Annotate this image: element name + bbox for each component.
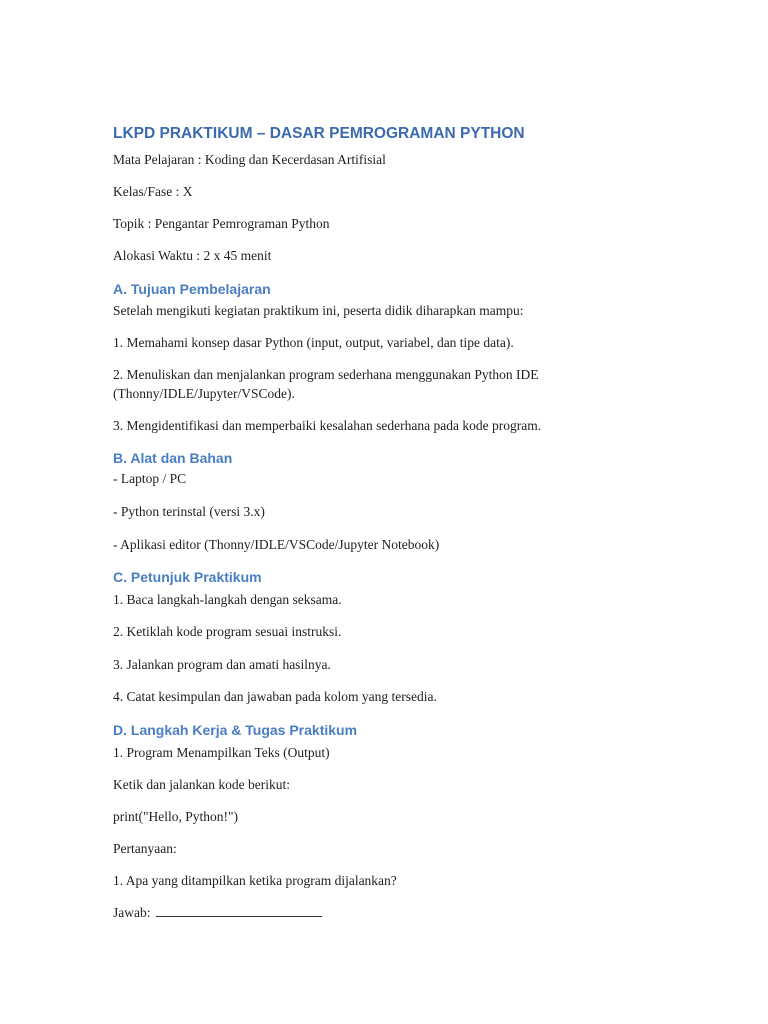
- section-c-item: 3. Jalankan program dan amati hasilnya.: [113, 657, 331, 672]
- section-a-intro: Setelah mengikuti kegiatan praktikum ini, peserta didik diharapkan mampu:: [113, 303, 524, 318]
- section-a-item: 1. Memahami konsep dasar Python (input, output, variabel, dan tipe data).: [113, 335, 514, 350]
- meta-topik: Topik : Pengantar Pemrograman Python: [113, 216, 330, 231]
- section-b-heading: B. Alat dan Bahan: [113, 450, 233, 466]
- task-title: 1. Program Menampilkan Teks (Output): [113, 745, 330, 760]
- section-c-item: 1. Baca langkah-langkah dengan seksama.: [113, 592, 342, 607]
- section-b-item: - Laptop / PC: [113, 471, 187, 486]
- section-c-item: 2. Ketiklah kode program sesuai instruksi.: [113, 624, 342, 639]
- section-a-item: (Thonny/IDLE/Jupyter/VSCode).: [113, 386, 295, 401]
- question-text: 1. Apa yang ditampilkan ketika program dijalankan?: [113, 873, 397, 888]
- answer-blank-line: [156, 903, 322, 917]
- section-c-heading: C. Petunjuk Praktikum: [113, 569, 262, 585]
- code-snippet: print("Hello, Python!"): [113, 809, 239, 824]
- section-b-item: - Aplikasi editor (Thonny/IDLE/VSCode/Jupyter Notebook): [113, 537, 440, 552]
- section-c-item: 4. Catat kesimpulan dan jawaban pada kolom yang tersedia.: [113, 689, 437, 704]
- meta-mapel: Mata Pelajaran : Koding dan Kecerdasan Artifisial: [113, 152, 386, 167]
- meta-kelas: Kelas/Fase : X: [113, 184, 193, 199]
- answer-row: [113, 903, 713, 922]
- question-label: Pertanyaan:: [113, 841, 177, 856]
- meta-alokasi: Alokasi Waktu : 2 x 45 menit: [113, 248, 272, 263]
- section-b-item: - Python terinstal (versi 3.x): [113, 504, 265, 519]
- document-title: LKPD PRAKTIKUM – DASAR PEMROGRAMAN PYTHON: [113, 125, 525, 142]
- section-a-item: 3. Mengidentifikasi dan memperbaiki kesalahan sederhana pada kode program.: [113, 418, 542, 433]
- section-d-heading: D. Langkah Kerja & Tugas Praktikum: [113, 722, 358, 738]
- task-instruction: Ketik dan jalankan kode berikut:: [113, 777, 290, 792]
- section-a-heading: A. Tujuan Pembelajaran: [113, 281, 271, 297]
- answer-label: Jawab:: [113, 905, 154, 920]
- section-a-item: 2. Menuliskan dan menjalankan program sederhana menggunakan Python IDE: [113, 367, 539, 382]
- document-content: [113, 124, 713, 922]
